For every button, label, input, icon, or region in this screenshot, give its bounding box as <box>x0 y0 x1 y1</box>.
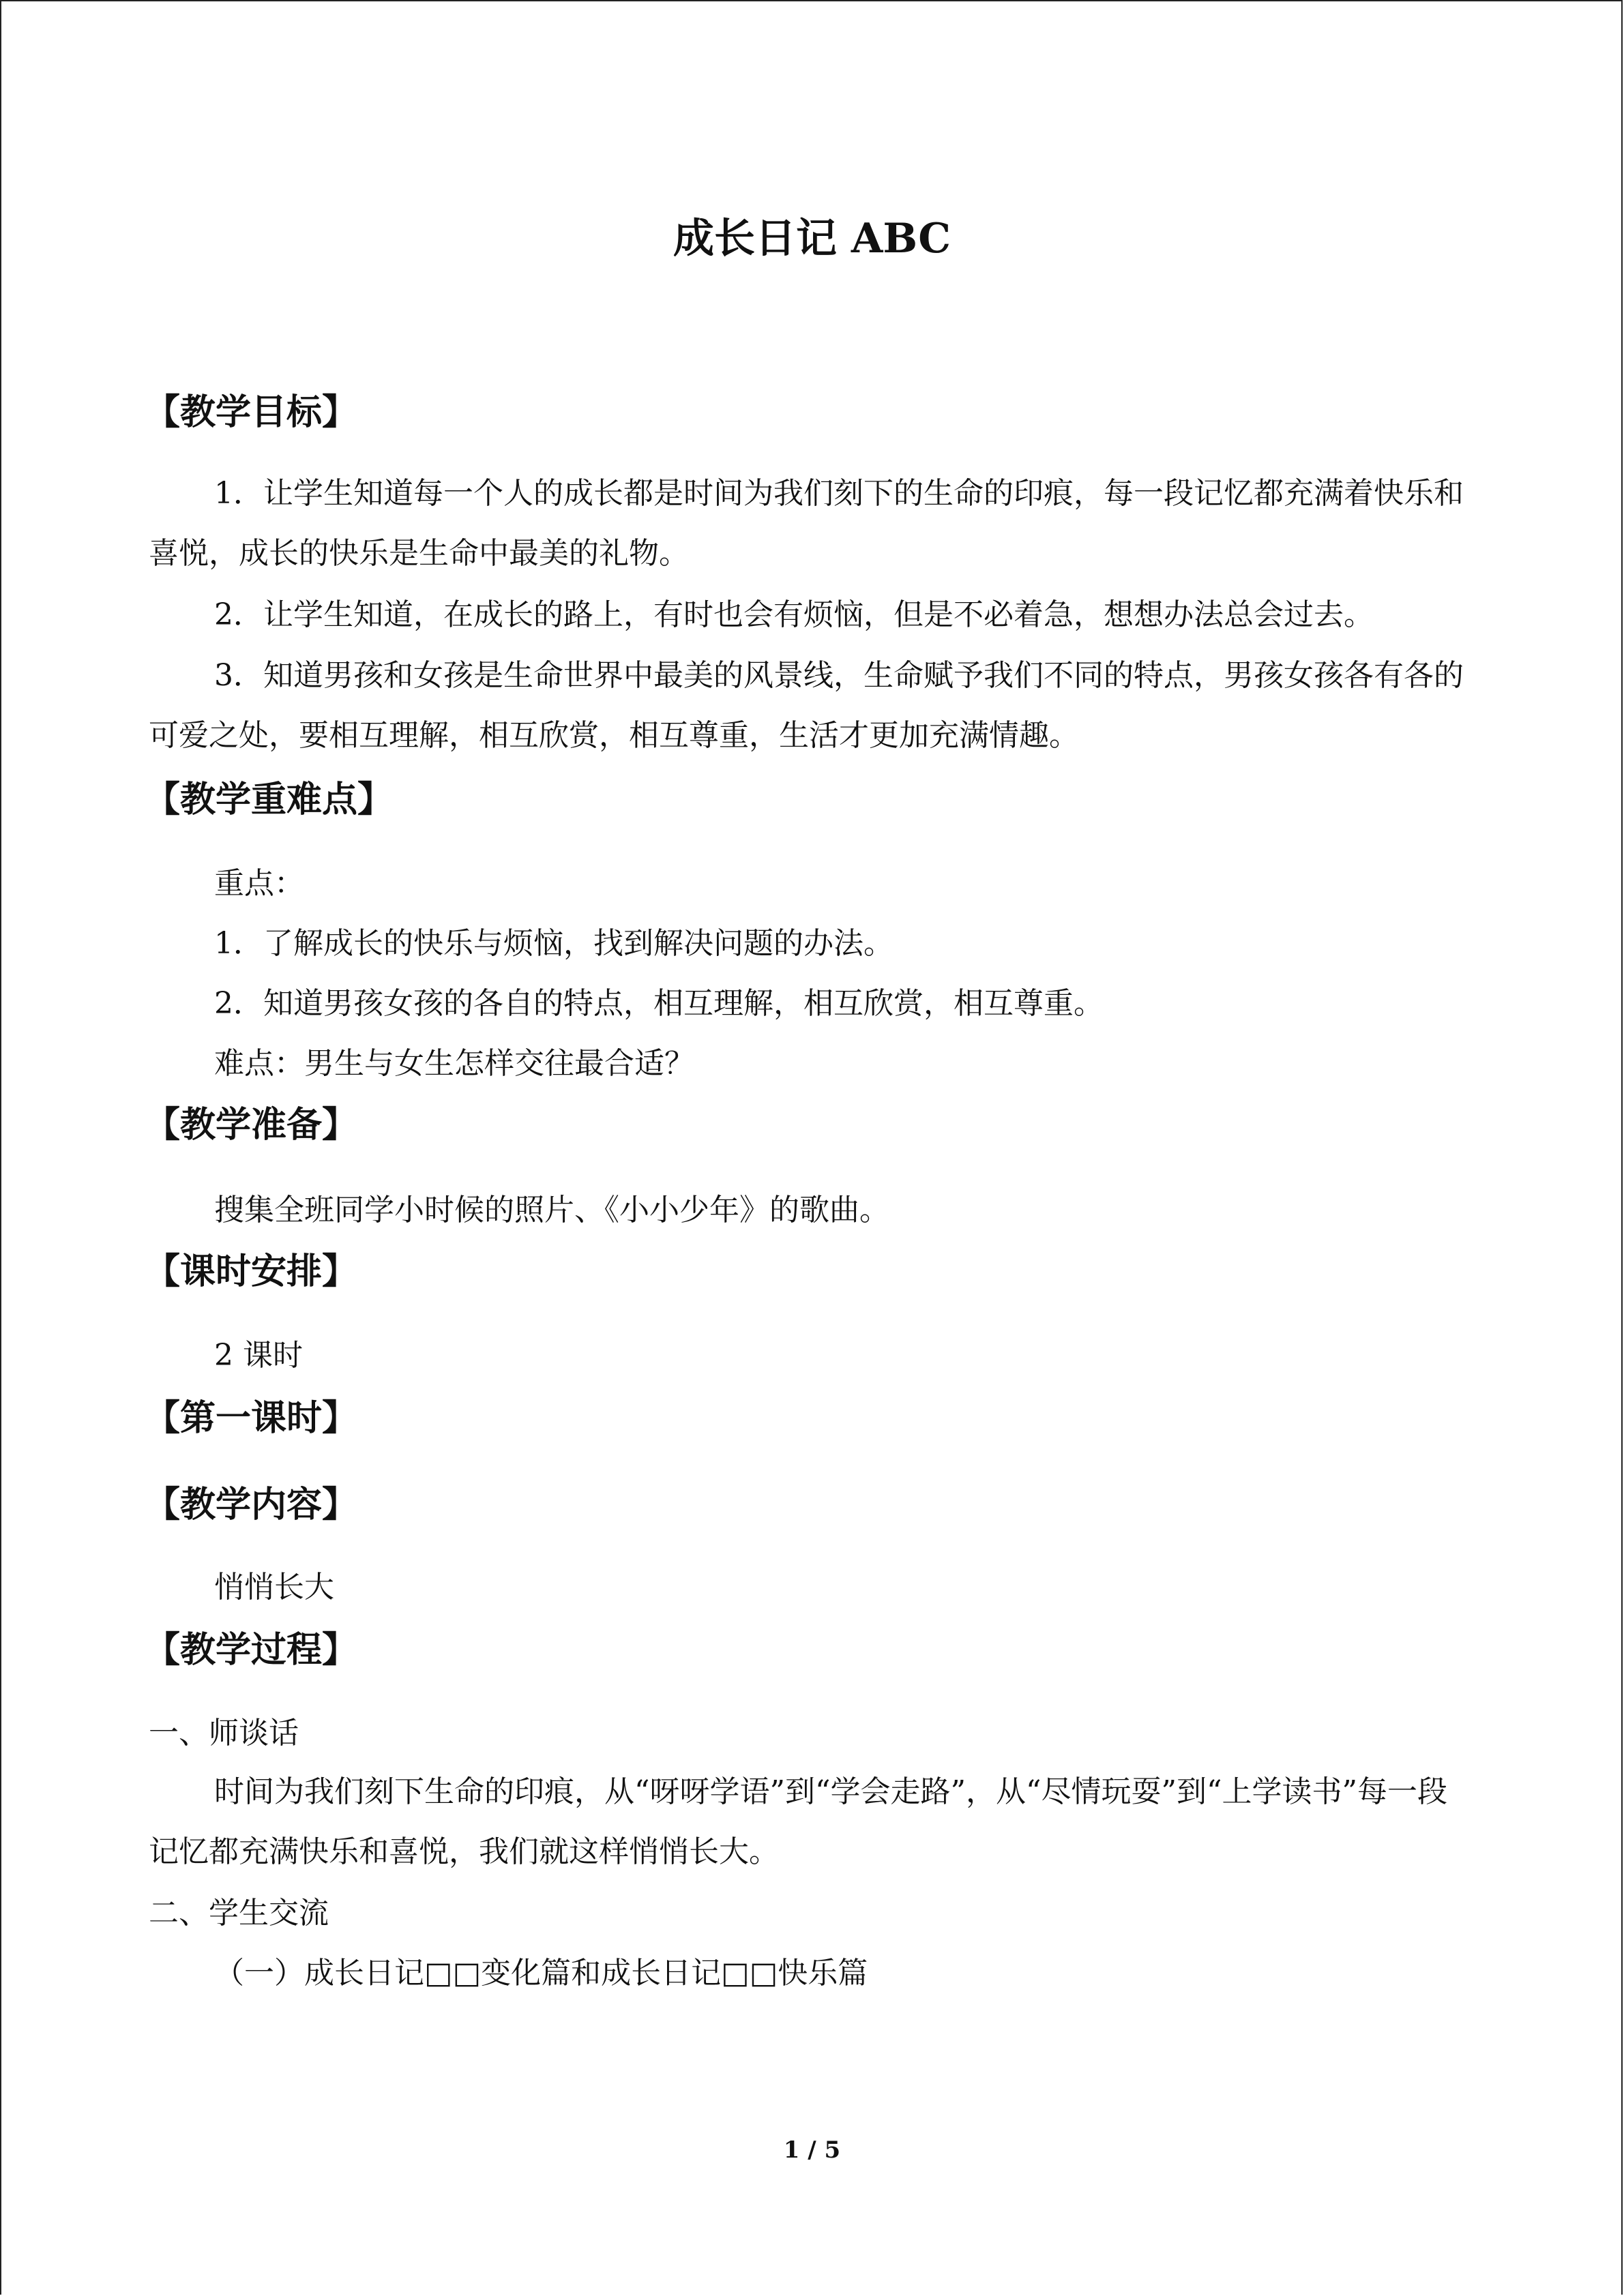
key-points-difficulty: 难点：男生与女生怎样交往最合适？ <box>214 1046 694 1081</box>
process-step1-title: 一、师谈话 <box>149 1716 299 1750</box>
key-point-item-1: 1．了解成长的快乐与烦恼，找到解决问题的办法。 <box>214 926 894 961</box>
process-step2-title: 二、学生交流 <box>149 1896 329 1930</box>
process-step2-subsection: （一）成长日记□□变化篇和成长日记□□快乐篇 <box>214 1956 868 1991</box>
page-number: 1 / 5 <box>783 2136 841 2164</box>
heading-teaching-goals: 【教学目标】 <box>145 392 358 433</box>
preparation-text: 搜集全班同学小时候的照片、《小小少年》的歌曲。 <box>214 1193 889 1227</box>
heading-key-points: 【教学重难点】 <box>145 779 394 820</box>
schedule-text: 2 课时 <box>214 1338 303 1373</box>
heading-teaching-process: 【教学过程】 <box>145 1630 358 1671</box>
goal-item-3: 3．知道男孩和女孩是生命世界中最美的风景线，生命赋予我们不同的特点，男孩女孩各有各的可爱之处，要相互理解，相互欣赏，相互尊重，生活才更加充满情趣。 <box>149 658 1464 753</box>
document-title: 成长日记 ABC <box>673 215 951 263</box>
key-point-item-2: 2．知道男孩女孩的各自的特点，相互理解，相互欣赏，相互尊重。 <box>214 986 1104 1021</box>
goal-item-2: 2．让学生知道，在成长的路上，有时也会有烦恼，但是不必着急，想想办法总会过去。 <box>214 597 1374 632</box>
goal-item-1: 1．让学生知道每一个人的成长都是时间为我们刻下的生命的印痕，每一段记忆都充满着快乐和喜悦，成长的快乐是生命中最美的礼物。 <box>149 476 1464 571</box>
heading-schedule: 【课时安排】 <box>145 1251 358 1292</box>
teaching-content-text: 悄悄长大 <box>214 1570 334 1605</box>
key-points-focus-label: 重点： <box>214 866 304 901</box>
heading-teaching-content: 【教学内容】 <box>145 1485 358 1525</box>
process-step1-text: 时间为我们刻下生命的印痕，从“呀呀学语”到“学会走路”，从“尽情玩耍”到“上学读书”每一段记忆都充满快乐和喜悦，我们就这样悄悄长大。 <box>149 1774 1447 1869</box>
heading-preparation: 【教学准备】 <box>145 1105 358 1146</box>
heading-first-lesson: 【第一课时】 <box>145 1398 358 1439</box>
